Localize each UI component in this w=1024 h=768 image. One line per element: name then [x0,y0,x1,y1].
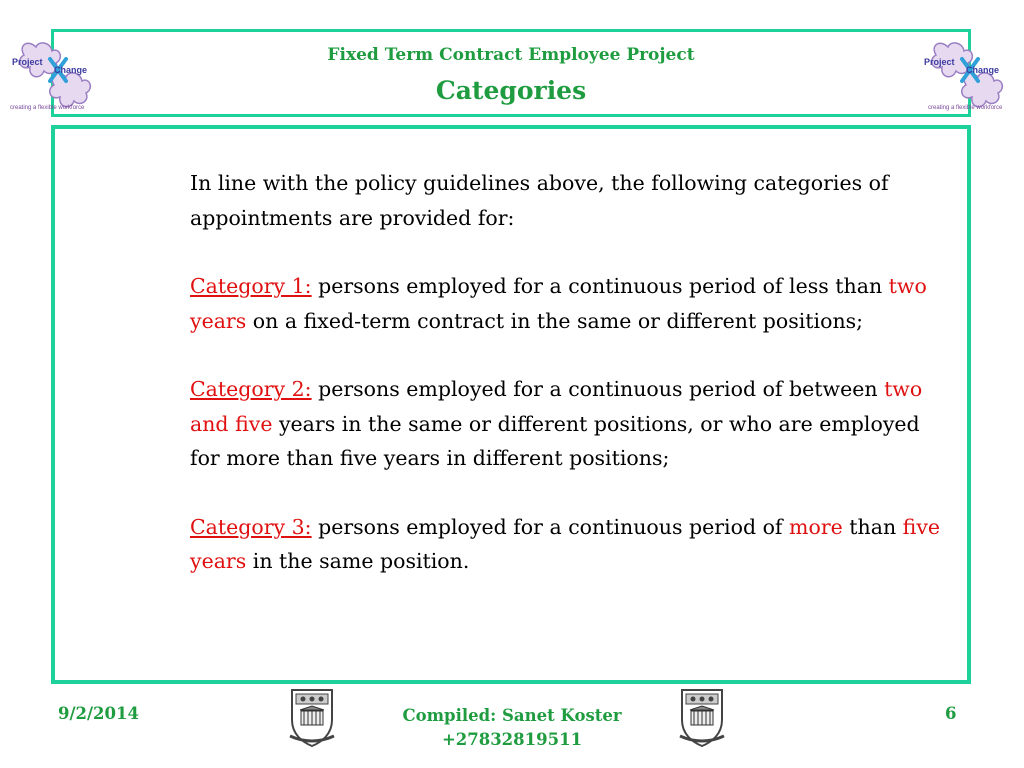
logo-tagline: creating a flexible workforce [10,105,85,111]
category-3-highlight-more: more [789,514,843,539]
project-change-logo-left [6,37,98,115]
university-crest-left-icon [286,686,338,748]
footer-credit [372,704,652,752]
slide-subtitle: Fixed Term Contract Employee Project [327,45,695,65]
body-text [190,166,950,613]
category-1-label: Category 1: [190,274,312,298]
category-1-text-a: persons employed for a continuous period of less than [311,274,889,298]
category-2-label: Category 2: [190,377,312,401]
project-change-logo-right [918,37,1010,115]
page-number: 6 [945,704,957,723]
header-banner [51,29,971,117]
intro-paragraph: In line with the policy guidelines above, the following categories of appointments are provided for: [190,171,889,230]
logo-word-project: Project [924,57,955,67]
logo-word-project: Project [12,57,43,67]
category-3-highlight-years: five years [190,514,941,573]
category-1-text-b: on a fixed-term contract in the same or different positions; [246,308,864,333]
footer-date: 9/2/2014 [58,704,139,723]
category-1-paragraph [190,269,950,338]
category-3-label: Category 3: [190,514,312,539]
university-crest-right-icon [676,686,728,748]
footer-phone: +27832819511 [441,730,583,749]
category-2-text-b: years in the same or different positions, or who are employed for more than five years in different positions; [190,411,920,470]
category-3-text-b: than [842,514,903,539]
category-3-paragraph [190,510,950,579]
category-2-text-a: persons employed for a continuous period of between [311,377,885,401]
slide-title: Categories [435,76,587,105]
footer-compiled-by: Compiled: Sanet Koster [402,706,622,725]
category-2-paragraph [190,372,950,476]
category-1-highlight: two years [190,274,927,333]
logo-word-change: Change [966,65,1000,75]
logo-word-change: Change [54,65,88,75]
category-2-highlight: two and five [190,377,923,436]
category-3-text-a: persons employed for a continuous period of [311,514,790,539]
category-3-text-c: in the same position. [246,549,470,573]
logo-tagline: creating a flexible workforce [928,105,1003,111]
